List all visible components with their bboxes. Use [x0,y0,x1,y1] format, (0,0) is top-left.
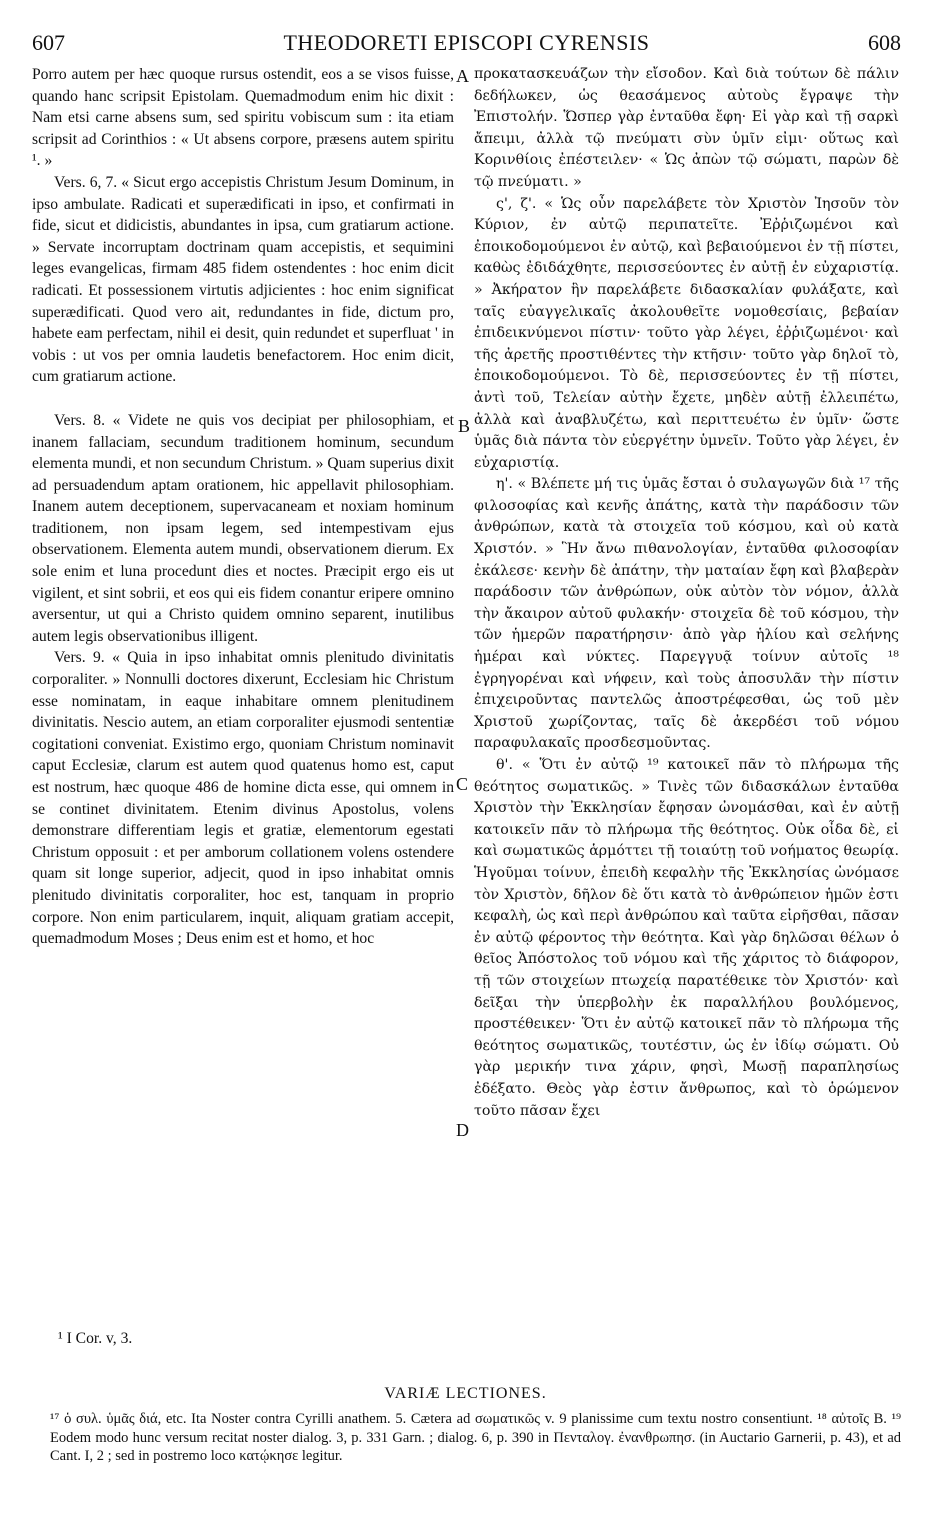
running-title: THEODORETI EPISCOPI CYRENSIS [283,30,650,55]
greek-paragraph-1: προκατασκευάζων τὴν εἴσοδον. Καὶ διὰ τούτων δὲ πάλιν δεδήλωκεν, ὡς θεασάμενος αὐτοὺς ἔγραψε τὴν Ἐπιστολήν. Ὥσπερ γὰρ ἐνταῦθα ἔφη· Εἰ γὰρ καὶ τῇ σαρκὶ ἄπειμι, ἀλλὰ τῷ πνεύματι σὺν ὑμῖν εἰμι· οὕτως καὶ Κορινθίοις ἐπέστειλεν· « Ὡς ἀπὼν τῷ σώματι, παρὼν δὲ τῷ πνεύματι. » [474,66,899,190]
page-header [32,30,901,60]
variae-lectiones-body: ¹⁷ ὁ συλ. ὑμᾶς διά, etc. Ita Noster contra Cyrilli anathem. 5. Cætera ad σωματικῶς v. 9 planissime cum textu nostro consentiunt. ¹⁸ αὐτοῖς B. ¹⁹ Eodem modo hunc versum recitat noster dialog. 3, p. 331 Garn. ; dialog. 6, p. 390 in Πενταλογ. ἐνανθρωπησ. (in Auctario Garnerii, p. 43), et ad Cant. I, 2 ; sed in postremo loco κατῴκησε legitur. [50,1411,901,1464]
latin-paragraph-3: Vers. 8. « Videte ne quis vos decipiat per philosophiam, et inanem fallaciam, secundum traditionem hominum, secundum elementa mundi, et non secundum Christum. » Quam superius dixit ad persuadendum aptam orationem, hic appellavit philosophiam. Inanem autem deceptionem, supervacaneam et noxiam hominum traditionem, non ipsam legem, sed intempestivam ejus observationem. Elementa autem mundi, observationem dierum. Ex sole enim et luna procedunt dies et noctes. Præcipit ergo eis ut vigilent, et sint sobrii, et eos qui eis fidem conantur eripere omnino aversentur, ut qui a Christo quidem omnino separent, inutilibus autem legis observationibus illigent. [32,411,454,645]
footnote: ¹ I Cor. v, 3. [58,1330,133,1347]
latin-paragraph-1: Porro autem per hæc quoque rursus ostendit, eos a se visos fuisse, quando hanc scripsit Epistolam. Quemadmodum enim hic dixit : Nam etsi carne absens sum, sed spiritu vobiscum sum : ita etiam scripsit ad Corinthios : « Ut absens corpore, præsens autem spiritu ¹. » [32,66,454,170]
latin-paragraph-2: Vers. 6, 7. « Sicut ergo accepistis Christum Jesum Dominum, in ipso ambulate. Radicati et superædificati in ipso, et confirmati in fide, sicut et didicistis, abundantes in ipsa, cum gratiarum actione. » Servate incorruptam doctrinam quam accepistis, et sequimini leges evangelicas, firmam 485 fidem ostendentes : hoc enim dicit radicati. Et possessionem virtutis adjicientes : hoc enim significat superædificati. Quod vero ait, redundantes in fide, dictum pro, habete eam perfectam, nihil ei desit, quin redundet et superfluat ' in vobis : ut vos per omnia laudetis benefactorem. Hoc enim dicit, cum gratiarum actione. [32,173,454,386]
greek-paragraph-2: ς', ζ'. « Ὡς οὖν παρελάβετε τὸν Χριστὸν Ἰησοῦν τὸν Κύριον, ἐν αὐτῷ περιπατεῖτε. Ἐῤῥιζωμένοι καὶ ἐποικοδομούμενοι ἐν αὐτῷ, καὶ βεβαιούμενοι ἐν τῇ πίστει, καθὼς ἐδιδάχθητε, περισσεύοντες ἐν αὐτῇ ἐν εὐχαριστίᾳ. » Ἀκήρατον ἣν παρελάβετε διδασκαλίαν φυλάξατε, καὶ ταῖς εὐαγγελικαῖς ἀκολουθεῖτε νομοθεσίαις, βεβαίαν ἐπιδεικνύμενοι πίστιν· τοῦτο γὰρ λέγει, ἐῤῥιζωμένοι· καὶ τῆς ἀρετῆς προστιθέντες τὴν κτῆσιν· τοῦτο γὰρ δηλοῖ τὸ, ἐποικοδομούμενοι. Τὸ δὲ, περισσεύοντες ἐν τῇ πίστει, ἀντὶ τοῦ, Τελείαν αὐτὴν ἔχετε, μηδὲν αὐτῇ ἐλλειπέτω, ἀλλὰ καὶ ἀναβλυζέτω, καὶ περιττευέτω ἐν ὑμῖν· ὥστε ὑμᾶς διὰ πάντα τὸν εὐεργέτην ὑμνεῖν. Τοῦτο γὰρ λέγει, ἐν εὐχαριστίᾳ. [474,195,899,471]
margin-letter-a: A [456,66,469,86]
greek-column [474,64,899,1122]
page-number-left: 607 [32,30,65,55]
greek-paragraph-4: θ'. « Ὅτι ἐν αὐτῷ ¹⁹ κατοικεῖ πᾶν τὸ πλήρωμα τῆς θεότητος σωματικῶς. » Τινὲς τῶν διδασκάλων ἐνταῦθα Χριστὸν τὴν Ἐκκλησίαν ἔφησαν ὠνομάσθαι, καὶ ἐν αὐτῇ κατοικεῖν πᾶν τὸ πλήρωμα τῆς θεότητος. Οὐκ οἶδα δὲ, εἰ καὶ σωματικῶς ἁρμόττει τῇ τοιαύτῃ τοῦ νοήματος θεωρίᾳ. Ἡγοῦμαι τοίνυν, ἐπειδὴ κεφαλὴν τῆς Ἐκκλησίας ὠνόμασε τὸν Χριστὸν, δῆλον δὲ ὅτι κατὰ τὸ ἀνθρώπειον ἡμῶν ἐστι κεφαλὴ, ὡς καὶ περὶ ἀνθρώπου καὶ ταῦτα εἰρῆσθαι, πᾶσαν ἐν αὐτῷ φέροντος τὴν θεότητα. Καὶ γὰρ δηλῶσαι θέλων ὁ θεῖος Ἀπόστολος τοῦ νόμου καὶ τῆς χάριτος τὸ διάφορον, τῇ τῶν στοιχείων πτωχείᾳ παρατέθεικε τὸν Χριστόν· καὶ δεῖξαι τὴν ὑπερβολὴν ἐκ παραλλήλου βουλόμενος, προστέθεικεν· Ὅτι ἐν αὐτῷ κατοικεῖ πᾶν τὸ πλήρωμα τῆς θεότητος σωματικῶς, τουτέστιν, ὡς ἐν ἰδίῳ σώματι. Οὐ γὰρ μερικήν τινα χάριν, φησὶ, Μωσῇ παραπλησίως ἐδέξατο. Θεὸς γὰρ ἐστιν ἄνθρωπος, καὶ τὸ ὁρώμενον τοῦτο πᾶσαν ἔχει [474,757,899,1119]
latin-paragraph-4: Vers. 9. « Quia in ipso inhabitat omnis plenitudo divinitatis corporaliter. » Nonnulli doctores dixerunt, Ecclesiam hic Christum esse nominatam, in eaque inhabitare omnem plenitudinem divinitatis. Nescio autem, an etiam corporaliter ejusmodi sententiæ cogitationi conveniat. Existimo ergo, quoniam Christum nominavit caput Ecclesiæ, clarum est autem quod quatenus homo est, caput est nostrum, hæc quoque 486 de homine dicta esse, qui omnem in se continet divinitatem. Etenim divinus Apostolus, volens demonstrare differentiam legis et gratiæ, elementorum egestati Christum opposuit : et per amborum collationem volens ostendere quam sit longe superior, adjecit, quod in ipso inhabitat omnis plenitudo divinitatis corporaliter, hoc est, tanquam in proprio corpore. Non enim particularem, inquit, aliquam gratiam accepit, quemadmodum Moses ; Deus enim est et homo, et hoc [32,649,454,948]
latin-column [32,64,454,950]
greek-paragraph-3: η'. « Βλέπετε μή τις ὑμᾶς ἔσται ὁ συλαγωγῶν διὰ ¹⁷ τῆς φιλοσοφίας καὶ κενῆς ἀπάτης, κατὰ τὴν παράδοσιν τῶν ἀνθρώπων, κατὰ τὰ στοιχεῖα τοῦ κόσμου, καὶ οὐ κατὰ Χριστόν. » Ἣν ἄνω πιθανολογίαν, ἐνταῦθα φιλοσοφίαν ἐκάλεσε· κενὴν δὲ ἀπάτην, τὴν ματαίαν ἔφη καὶ βλαβερὰν παράδοσιν τῶν ἀνθρώπων, οὐκ αὐτὸν τὸν νόμον, ἀλλὰ τὴν ἄκαιρον αὐτοῦ φυλακήν· στοιχεῖα δὲ τοῦ κόσμου, τὴν τῶν ἡμερῶν παρατήρησιν· ἀπὸ γὰρ ἡλίου καὶ σελήνης ἡμέραι καὶ νύκτες. Παρεγγυᾷ τοίνυν αὐτοῖς ¹⁸ ἐγρηγορέναι καὶ νήφειν, καὶ τοὺς ἀποσυλᾶν τὴν πίστιν ἐπιχειροῦντας παντελῶς ἀποστρέφεσθαι, ὡς τοῦ μὲν Χριστοῦ χωρίζοντας, ταῖς δὲ ἀκερδέσι τοῦ νόμου παραφυλακαῖς προσδεσμοῦντας. [474,476,899,752]
variae-lectiones-title: VARIÆ LECTIONES. [384,1385,547,1402]
page-number-right: 608 [868,30,901,55]
margin-letter-c: C [456,774,469,794]
margin-letter-d: D [456,1120,469,1140]
margin-letter-b: B [458,416,471,436]
